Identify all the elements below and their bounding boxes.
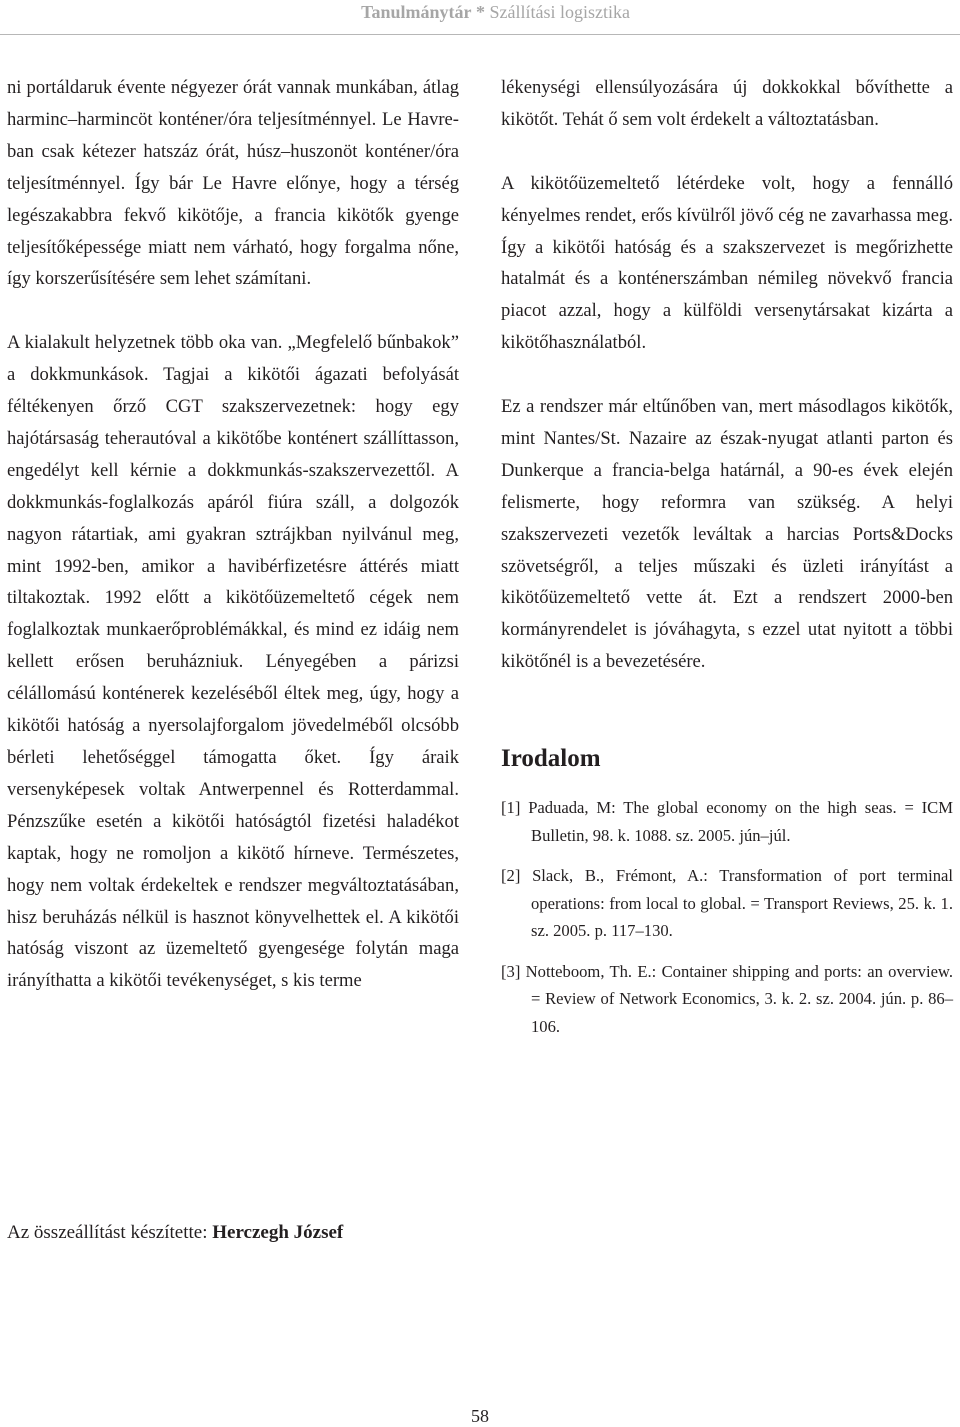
paragraph: A kialakult helyzetnek több oka van. „Megfelelő bűnbakok” a dokkmunkások. Tagjai a kikötői ágazati befolyását féltékenyen őrző CGT szakszervezetnek: hogy egy hajótársaság teherautóval a kikötőbe konténert szállíttasson, engedélyt kell kérnie a dokkmunkás-szakszervezettől. A dokkmunkás-foglalkozás apáról fiúra száll, a dolgozók nagyon rátartiak, ami gyakran sztrájkban nyilvánul meg, mint 1992-ben, amikor a havibérfizetésre áttérés miatt tiltakoztak. 1992 előtt a kikötőüzemeltető cégek nem foglalkoztak munkaerőproblémákkal, és mind ez idáig nem kellett erősen beruházniuk. Lényegében a párizsi célállomású konténerek kezeléséből éltek meg, úgy, hogy a kikötői hatóság a nyersolajforgalom jövedelméből olcsóbb bérleti lehetőséggel támogatta őket. Így áraik versenyképesek voltak Antwerpennel és Rotterdammal. Pénzszűke esetén a kikötői hatóságtól fizetési haladékot kaptak, hogy ne romoljon a kikötő hírneve. Természetes, hogy nem voltak érdekeltek e rendszer megváltoztatásában, hisz beruházás nélkül is hasznot könyvelhettek el. A kikötői hatóság viszont az üzemeltető gyengesége folytán maga irányíthatta a kikötői tevékenységet, s kis terme — [7, 332, 459, 992]
page-header — [0, 0, 960, 30]
header-separator: * — [476, 2, 486, 22]
paragraph: lékenységi ellensúlyozására új dokkokkal bővíthette a kikötőt. Tehát ő sem volt érdekelt a változtatásban. — [501, 77, 953, 130]
author-name: Herczegh József — [212, 1222, 344, 1243]
header-divider — [0, 34, 960, 35]
reference-item: [2] Slack, B., Frémont, A.: Transformation of port terminal operations: from local to global. = Transport Reviews, 25. k. 1. sz. 2005. p. 117–130. — [501, 866, 953, 941]
literature-heading: Irodalom — [501, 745, 601, 773]
paragraph: ni portáldaruk évente négyezer órát vannak munkában, átlag harminc–harmincöt konténer/óra teljesítménnyel. Le Havre-ban csak kétezer hatszáz órát, húsz–huszonöt konténer/óra teljesítménnyel. Így bár Le Havre előnye, hogy a térség legészakabbra fekvő kikötője, a francia kikötők gyenge teljesítőképessége miatt nem várható, hogy forgalma nőne, így korszerűsítésére sem lehet számítani. — [7, 77, 459, 290]
paragraph: Ez a rendszer már eltűnőben van, mert másodlagos kikötők, mint Nantes/St. Nazaire az észak-nyugat atlanti parton és Dunkerque a francia-belga határnál, a 90-es évek elején felismerte, hogy reformra van szükség. A helyi szakszervezeti vezetők leváltak a harcias Ports&Docks szövetségről, a teljes műszaki és üzleti irányítást a kikötőüzemeltető vette át. Ezt a rendszert 2000-ben kormányrendelet is jóváhagyta, s ezzel utat nyitott a többi kikötőnél is a bevezetésére. — [501, 396, 953, 673]
credits — [7, 1222, 343, 1244]
section-name: Szállítási logisztika — [489, 2, 630, 22]
reference-item: [3] Notteboom, Th. E.: Container shipping and ports: an overview. = Review of Network Economics, 3. k. 2. sz. 2004. jún. p. 86–106. — [501, 961, 953, 1036]
paragraph: A kikötőüzemeltető létérdeke volt, hogy a fennálló kényelmes rendet, erős kívülről jövő cég ne zavarhassa meg. Így a kikötői hatóság és a szakszervezet is megőrizhette hatalmát és a konténerszámban némileg növekvő francia piacot azzal, hogy a külföldi versenytársakat kizárta a kikötőhasználatból. — [501, 172, 953, 354]
left-column — [7, 72, 459, 1029]
page-number: 58 — [471, 1406, 489, 1426]
credits-label: Az összeállítást készítette: — [7, 1222, 208, 1243]
reference-item: [1] Paduada, M: The global economy on the high seas. = ICM Bulletin, 98. k. 1088. sz. 2005. jún–júl. — [501, 798, 953, 845]
right-column — [501, 72, 953, 1053]
running-header — [361, 2, 630, 23]
publication-name: Tanulmánytár — [361, 2, 472, 22]
